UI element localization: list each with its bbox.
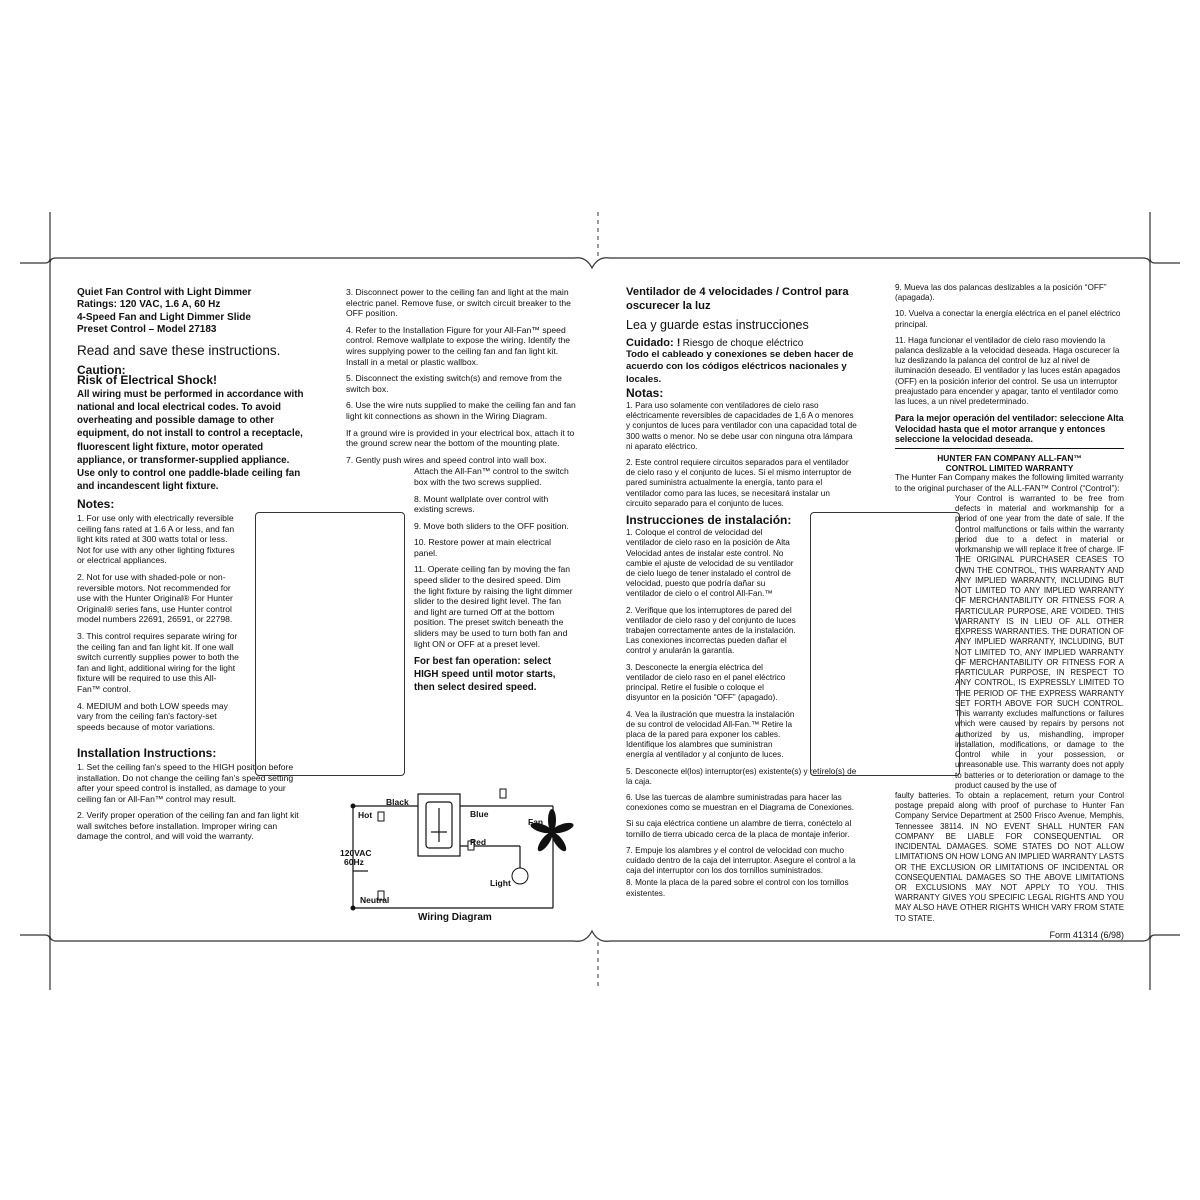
warranty-intro: The Hunter Fan Company makes the following limited warranty to the original purchaser of the ALL-FAN™ Control (“Control”):: [895, 473, 1124, 493]
install-step-9: 9. Move both sliders to the OFF position.: [414, 520, 569, 531]
es-install-10: 10. Vuelva a conectar la energía eléctrica en el panel eléctrico principal.: [895, 309, 1121, 329]
label-neutral: Neutral: [360, 895, 390, 905]
warranty-title-2: CONTROL LIMITED WARRANTY: [945, 463, 1074, 474]
es-best-operation: Para la mejor operación del ventilador: seleccione Alta Velocidad hasta que el motor arranque y entonces seleccione la velocidad deseada.: [895, 413, 1124, 445]
warning-text: All wiring must be performed in accordance with national and local electrical codes. To avoid overheating and possible damage to other equipment, do not install to control a receptacle, fluorescent light fixture, motor operated appliance, or transformer-supplied appliance. Use only to control one paddle-blade ceiling fan and incandescent light fixture.: [77, 388, 304, 493]
install-step-4: 4. Refer to the Installation Figure for your All-Fan™ speed control. Remove wallplate to expose the wiring. Identify the wires supplying power to the ceiling fan and fan light kit. Install in a metal or plastic wallbox.: [346, 324, 571, 367]
es-install-9: 9. Mueva las dos palancas deslizables a la posición “OFF” (apagada).: [895, 283, 1107, 303]
es-install-7: 7. Empuje los alambres y el control de velocidad con mucho cuidado dentro de la caja del interruptor. Asegure el control a la caja del interruptor con los dos tornillos suministrados.: [626, 845, 856, 876]
warranty-title-1: HUNTER FAN COMPANY ALL-FAN™: [937, 453, 1082, 464]
note-1: 1. For use only with electrically reversible ceiling fans rated at 1.6 A or less, and fan light kits rated at 300 watts total or less. Not for use with any other lighting fixtures or electrical appliances.: [77, 513, 235, 566]
install-step-3: 3. Disconnect power to the ceiling fan and light at the main electric panel. Remove fuse, or switch circuit breaker to the OFF position.: [346, 287, 571, 319]
read-save-heading: Read and save these instructions.: [77, 342, 281, 358]
install-step-7-cont: Attach the All-Fan™ control to the switch box with the two screws supplied.: [414, 466, 569, 487]
es-install-heading: Instrucciones de instalación:: [626, 513, 792, 528]
col-es-2: [895, 283, 1124, 940]
label-blue: Blue: [470, 809, 489, 819]
es-notes-heading: Notas:: [626, 385, 664, 400]
label-voltage: 120VAC: [340, 848, 372, 858]
es-risk: Riesgo de choque eléctrico: [682, 338, 804, 349]
install-step-7: 7. Gently push wires and speed control into wall box.: [346, 454, 547, 465]
install-step-2: 2. Verify proper operation of the ceiling fan and fan light kit wall switches before installation. Improper wiring can damage the control, and will void the warranty.: [77, 810, 299, 842]
warranty-body: Your Control is warranted to be free from defects in material and workmanship for a period of one year from the date of sale. If the Control malfunctions or fails within the warranty period due to a defect in material or workmanship we will replace it free of charge. IF THE ORIGINAL PURCHASER CEASES TO OWN THE CONTROL, THIS WARRANTY AND ANY IMPLIED WARRANTY, INCLUDING BUT NOT LIMITED TO ANY IMPLIED WARRANTY OF MERCHANTABILITY OR FITNESS FOR A PARTICULAR PURPOSE, ARE VOIDED. THIS WARRANTY IS IN LIEU OF ALL OTHER EXPRESS WARRANTIES. THE DURATION OF ANY IMPLIED WARRANTY, INCLUDING, BUT NOT LIMITED TO, ANY IMPLIED WARRANTY OF MERCHANTABILITY OR FITNESS FOR A PARTICULAR PURPOSE, IN RESPECT TO ANY CONTROL, IS EXPRESSLY LIMITED TO THE PERIOD OF THE EXPRESS WARRANTY SET FORTH ABOVE FOR SUCH CONTROL. This warranty excludes malfunctions or failures which were caused by repairs by persons not authorized by us, mishandling, improper installation, modifications, or damage to the Control while in your possession, or unreasonable use. This warranty does not apply to batteries or to deterioration or damage to the product caused by the use of: [955, 493, 1124, 790]
note-4: 4. MEDIUM and both LOW speeds may vary from the ceiling fan's factory-set speeds because of motor variations.: [77, 700, 228, 732]
label-light: Light: [490, 878, 511, 888]
label-fan: Fan: [528, 817, 544, 827]
install-step-8: 8. Mount wallplate over control with existing screws.: [414, 493, 549, 515]
label-hot: Hot: [358, 810, 373, 820]
label-frequency: 60Hz: [344, 857, 364, 867]
es-install-1: 1. Coloque el control de velocidad del ventilador de cielo raso en la posición de Alta Velocidad antes de instalar este control. No cambie el ajuste de velocidad de su ventilador de cielo luego de tener instalado el control de velocidad, puesto que podría dañar su ventilador de cielo o el control All-Fan.™: [626, 528, 794, 599]
col-en-2: [346, 287, 576, 700]
caution-heading: Caution:: [77, 362, 126, 377]
ground-wire-note: If a ground wire is provided in your electrical box, attach it to the ground screw near the bottom of the mounting plate.: [346, 427, 575, 449]
es-install-11: 11. Haga funcionar el ventilador de cielo raso moviendo la palanca deslizable a la velocidad deseada. Haga oscurecer la luz deslizando la palanca del control de luz al nivel de iluminación deseado. El ventilador y las luces están apagados (OFF) en la posición inferior del control. Se usa un interruptor preajustado para encender y apagar, tanto el ventilador como las luces, a un nivel predeterminado.: [895, 335, 1121, 407]
label-black: Black: [386, 797, 409, 807]
es-install-5: 5. Desconecte el(los) interruptor(es) existente(s) y retírelo(s) de la caja.: [626, 766, 857, 786]
es-caution: Cuidado: !: [626, 337, 681, 349]
divider: [895, 448, 1124, 449]
note-3: 3. This control requires separate wiring for the ceiling fan and fan light kit. If one wall switch currently supplies power to both the fan and light, additional wiring for the light fixture will be required to use this All-Fan™ control.: [77, 630, 239, 694]
install-step-1: 1. Set the ceiling fan's speed to the HIGH position before installation. Do not change the ceiling fan's speed setting after your speed control is installed, as damage to your ceiling fan or All-Fan™ control may result.: [77, 761, 294, 804]
es-ground-note: Si su caja eléctrica contiene un alambre de tierra, conéctelo al tornillo de tierra ubicado cerca de la placa de montaje inferior.: [626, 819, 852, 839]
es-install-2: 2. Verifique que los interruptores de pared del ventilador de cielo raso y del conjunto de luces trabajen correctamente antes de la instalación. Las conexiones incorrectas pueden dañar el control y anularán la garantía.: [626, 605, 796, 656]
wiring-diagram-caption: Wiring Diagram: [418, 912, 492, 923]
form-number: Form 41314 (6/98): [1049, 929, 1124, 940]
risk-heading: Risk of Electrical Shock!: [77, 373, 218, 388]
best-operation-note: For best fan operation: select HIGH speed until motor starts, then select desired speed.: [414, 656, 556, 694]
install-step-10: 10. Restore power at main electrical panel.: [414, 537, 552, 558]
es-note-2: 2. Este control requiere circuitos separados para el ventilador de cielo raso y el conjunto de luces. Si el mismo interruptor de pared suministra actualmente la energía, tanto para el ventilador como para las luces, se necesitará instalar un circuito separado para el conjunto de luces.: [626, 458, 852, 508]
install-step-5: 5. Disconnect the existing switch(s) and remove from the switch box.: [346, 373, 562, 394]
product-title: Quiet Fan Control with Light Dimmer Ratings: 120 VAC, 1.6 A, 60 Hz 4-Speed Fan and Light Dimmer Slide Preset Control – Model 27183: [77, 287, 252, 336]
install-heading: Installation Instructions:: [77, 746, 217, 761]
es-install-8: 8. Monte la placa de la pared sobre el control con los tornillos existentes.: [626, 878, 849, 898]
es-install-6: 6. Use las tuercas de alambre suministradas para hacer las conexiones como se muestran en el Diagrama de Conexiones.: [626, 792, 855, 813]
es-install-4: 4. Vea la ilustración que muestra la instalación de su control de velocidad All-Fan.™ Retire la placa de la pared para exponer los cables. Identifique los alambres que suministran energía al ventilador y al conjunto de luces.: [626, 709, 795, 760]
es-warning: Todo el cableado y conexiones se deben hacer de acuerdo con los códigos eléctricos nacionales y locales.: [626, 349, 854, 385]
notes-heading: Notes:: [77, 497, 115, 512]
install-step-11: 11. Operate ceiling fan by moving the fan speed slider to the desired speed. Dim the light fixture by raising the light dimmer slider to the desired light level. The fan and light are turned Off at the bottom position. The preset switch beneath the sliders may be used to turn both fan and light ON or OFF at a preset level.: [414, 564, 573, 649]
es-caution-line: [626, 338, 858, 349]
label-red: Red: [470, 837, 487, 847]
install-step-6: 6. Use the wire nuts supplied to make the ceiling fan and fan light kit connections as shown in the Wiring Diagram.: [346, 400, 576, 421]
warranty-end: faulty batteries. To obtain a replacement, return your Control postage prepaid along with proof of purchase to Hunter Fan Company Service Department at 2500 Frisco Avenue, Memphis, Tennessee 38114. IN NO EVENT SHALL HUNTER FAN COMPANY BE LIABLE FOR CONSEQUENTIAL OR INCIDENTAL DAMAGES. SOME STATES DO NOT ALLOW LIMITATIONS ON HOW LONG AN IMPLIED WARRANTY LASTS OR THE EXCLUSION OR LIMITATIONS OF INCIDENTAL OR CONSEQUENTIAL DAMAGES SO THE ABOVE LIMITATIONS OR EXCLUSIONS MAY NOT APPLY TO YOU. THIS WARRANTY GIVES YOU SPECIFIC LEGAL RIGHTS AND YOU MAY ALSO HAVE OTHER RIGHTS WHICH VARY FROM STATE TO STATE.: [895, 791, 1125, 923]
es-install-3: 3. Desconecte la energía eléctrica del ventilador de cielo raso en el panel eléctrico principal. Retire el fusible o coloque el disyuntor en la posición “OFF” (apagado).: [626, 662, 786, 703]
note-2: 2. Not for use with shaded-pole or non-reversible motors. Not recommended for use with the Hunter Original® For Hunter Original® series fans, use Hunter control model numbers 22691, 26591, or 22798.: [77, 572, 233, 625]
es-title: Ventilador de 4 velocidades / Control para oscurecer la luz: [626, 286, 849, 312]
es-note-1: 1. Para uso solamente con ventiladores de cielo raso eléctricamente reversibles de capacidades de 1,6 A o menores y conjuntos de luces para ventilador con una capacidad total de 300 watts o menor. No se debe usar con ninguna otra lámpara ni aparato eléctrico.: [626, 401, 857, 451]
wiring-diagram: [338, 786, 578, 926]
es-read-save: Lea y guarde estas instrucciones: [626, 318, 809, 332]
